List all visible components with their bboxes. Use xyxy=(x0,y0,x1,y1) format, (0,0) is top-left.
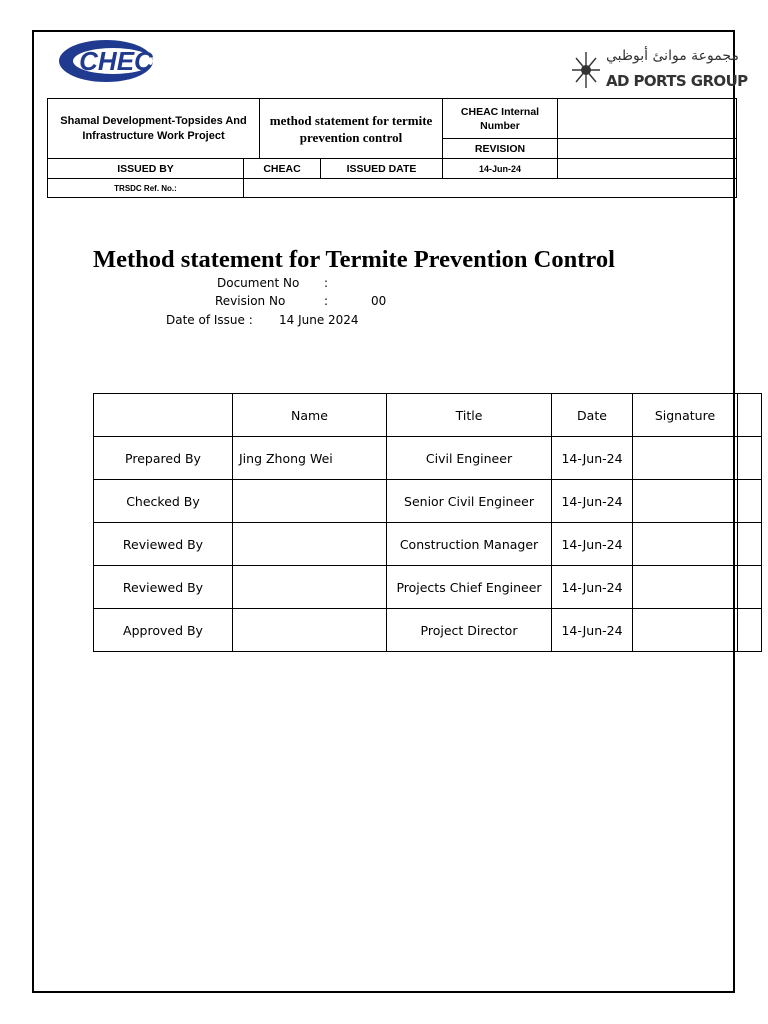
signature-cell xyxy=(633,523,738,566)
signature-cell xyxy=(633,480,738,523)
issued-extra-cell xyxy=(558,159,737,179)
extra-cell xyxy=(738,566,762,609)
table-row xyxy=(94,566,762,609)
doc-no-colon: : xyxy=(324,276,329,290)
chec-logo xyxy=(55,37,157,85)
extra-cell xyxy=(738,523,762,566)
table-row xyxy=(94,480,762,523)
revision-label: REVISION xyxy=(443,139,558,159)
header-signature: Signature xyxy=(633,394,738,437)
issued-by-value: CHEAC xyxy=(244,159,321,179)
method-title-cell: method statement for termite prevention control xyxy=(260,99,443,159)
date-cell: 14-Jun-24 xyxy=(552,566,633,609)
role-cell: Checked By xyxy=(94,480,233,523)
header-extra xyxy=(738,394,762,437)
title-cell: Senior Civil Engineer xyxy=(387,480,552,523)
revision-no-colon: : xyxy=(324,294,329,308)
signature-cell xyxy=(633,566,738,609)
date-cell: 14-Jun-24 xyxy=(552,609,633,652)
trsdc-ref-value xyxy=(244,179,737,198)
trsdc-ref-label: TRSDC Ref. No.: xyxy=(48,179,244,198)
date-of-issue-value: 14 June 2024 xyxy=(279,313,359,327)
title-cell: Civil Engineer xyxy=(387,437,552,480)
internal-number-label: CHEAC Internal Number xyxy=(443,99,558,139)
name-cell: Jing Zhong Wei xyxy=(233,437,387,480)
issued-date-label: ISSUED DATE xyxy=(321,159,443,179)
signature-cell xyxy=(633,609,738,652)
signoff-table xyxy=(93,393,762,652)
role-cell: Reviewed By xyxy=(94,566,233,609)
role-cell: Prepared By xyxy=(94,437,233,480)
signoff-header-row xyxy=(94,394,762,437)
table-row xyxy=(94,523,762,566)
revision-no-value: 00 xyxy=(371,294,387,308)
header-date: Date xyxy=(552,394,633,437)
signature-cell xyxy=(633,437,738,480)
header-table xyxy=(47,98,737,198)
name-cell xyxy=(233,523,387,566)
role-cell: Approved By xyxy=(94,609,233,652)
name-cell xyxy=(233,609,387,652)
internal-number-value xyxy=(558,99,737,139)
role-cell: Reviewed By xyxy=(94,523,233,566)
extra-cell xyxy=(738,609,762,652)
name-cell xyxy=(233,566,387,609)
ad-ports-english-name: AD PORTS GROUP xyxy=(606,72,748,90)
table-row xyxy=(94,437,762,480)
project-name-cell: Shamal Development-Topsides And Infrastructure Work Project xyxy=(48,99,260,159)
title-cell: Projects Chief Engineer xyxy=(387,566,552,609)
title-cell: Project Director xyxy=(387,609,552,652)
name-cell xyxy=(233,480,387,523)
ad-ports-logo xyxy=(570,48,748,94)
revision-no-label: Revision No xyxy=(215,294,286,308)
ad-ports-arabic-name: مجموعة موانئ أبوظبي xyxy=(606,48,739,64)
date-cell: 14-Jun-24 xyxy=(552,437,633,480)
issued-date-value: 14-Jun-24 xyxy=(443,159,558,179)
date-cell: 14-Jun-24 xyxy=(552,480,633,523)
issued-by-label: ISSUED BY xyxy=(48,159,244,179)
header-title: Title xyxy=(387,394,552,437)
ad-ports-emblem-icon xyxy=(570,50,602,90)
title-cell: Construction Manager xyxy=(387,523,552,566)
revision-value xyxy=(558,139,737,159)
extra-cell xyxy=(738,480,762,523)
document-title: Method statement for Termite Prevention Control xyxy=(93,246,615,273)
header-role xyxy=(94,394,233,437)
table-row xyxy=(94,609,762,652)
date-of-issue-label: Date of Issue : xyxy=(166,313,253,327)
date-cell: 14-Jun-24 xyxy=(552,523,633,566)
header-name: Name xyxy=(233,394,387,437)
doc-no-label: Document No xyxy=(217,276,300,290)
svg-text:CHEC: CHEC xyxy=(79,46,153,76)
extra-cell xyxy=(738,437,762,480)
